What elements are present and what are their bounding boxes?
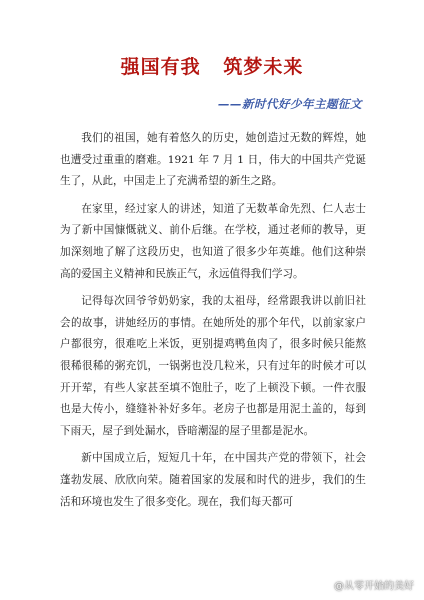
paragraph: 记得每次回爷爷奶奶家，我的太祖母，经常跟我讲以前旧社会的故事，讲她经历的事情。在她所处的那个年代，以前家家户户都很穷，很难吃上米饭，更别提鸡鸭鱼肉了，很多时候只能熬很稀很稀的粥充饥，一锅粥也没几粒米，只有过年的时候才可以开开荤，有些人家甚至填不饱肚子，吃了上顿没下顿。一件衣服也是大传小，缝缝补补好多年。老房子也都是用泥土盖的，每到下雨天，屋子到处漏水，昏暗潮湿的屋子里都是泥水。 [60, 295, 366, 437]
paragraph: 我们的祖国，她有着悠久的历史，她创造过无数的辉煌，她也遭受过重重的磨难。1921 年 7 月 1 日，伟大的中国共产党诞生了，从此，中国走上了充满希望的新生之路。 [60, 132, 366, 188]
watermark-text: @从零开始的美好 [334, 581, 414, 592]
paragraph: 在家里，经过家人的讲述，知道了无数革命先烈、仁人志士为了新中国慷慨就义、前仆后继。在学校，通过老师的教导，更加深刻地了解了这段历史，也知道了很多少年英雄。他们这种崇高的爱国主义精神和民族正气，永远值得我们学习。 [60, 202, 366, 280]
paragraph: 新中国成立后，短短几十年，在中国共产党的带领下，社会蓬勃发展、欣欣向荣。随着国家的发展和时代的进步，我们的生活和环境也发生了很多变化。现在，我们每天都可 [60, 452, 366, 508]
essay-subtitle: ——新时代好少年主题征文 [218, 97, 362, 111]
essay-title: 强国有我 筑梦未来 [120, 56, 304, 78]
essay-body [60, 128, 366, 519]
